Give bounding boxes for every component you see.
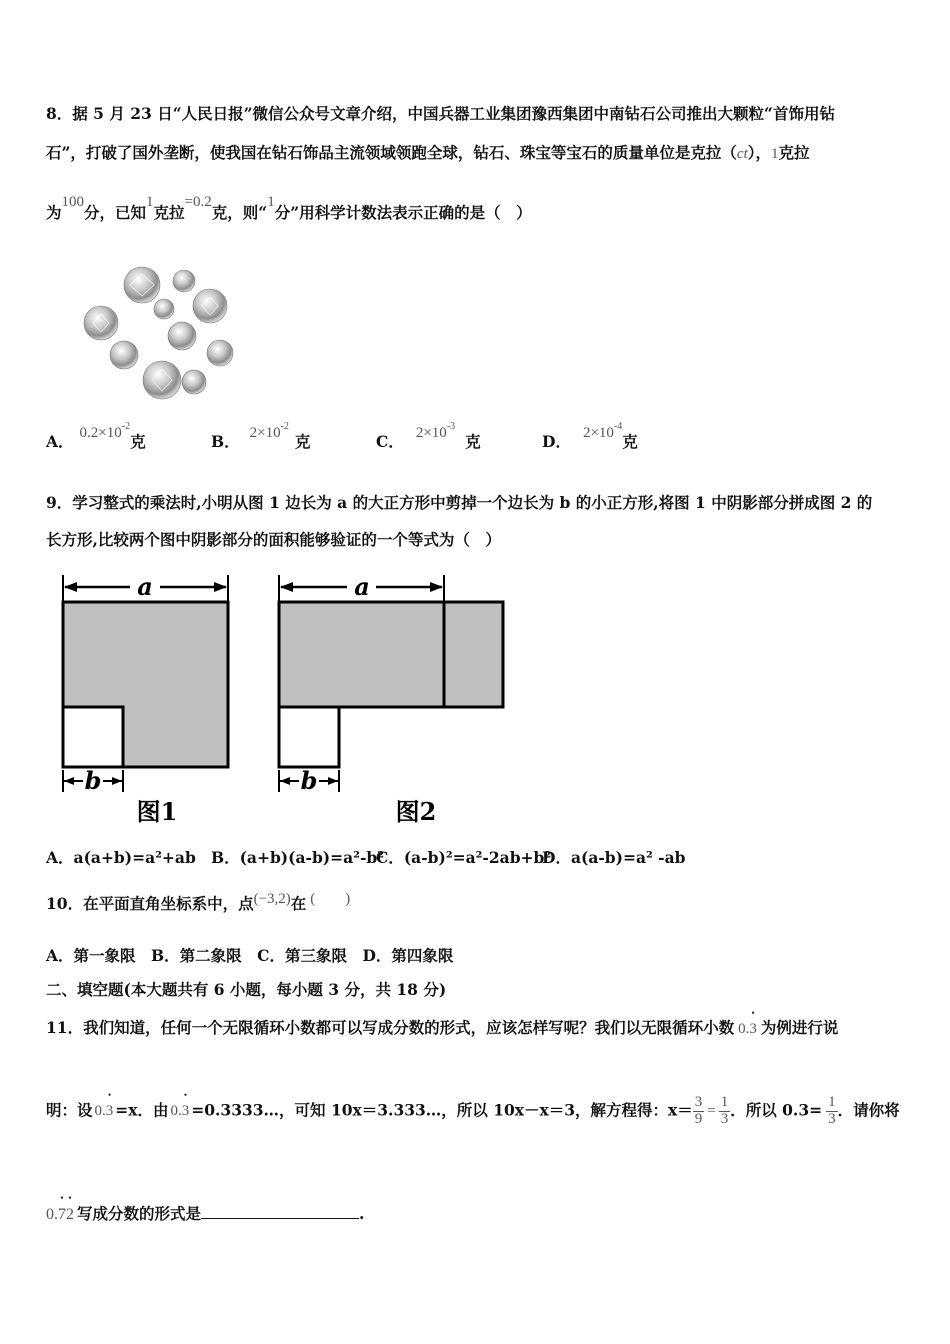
q11-line2 [46, 1095, 900, 1128]
q9-option-a[interactable]: A．a(a+b)=a²+ab [46, 848, 196, 867]
one-a: 1 [771, 146, 779, 162]
q8-option-b-exp: -2 [280, 421, 289, 432]
section-title: 二、填空题(本大题共有 6 小题，每小题 3 分，共 18 分) [46, 980, 447, 999]
q8-option-a-coef: 0.2×10 [79, 425, 122, 441]
fig2-arrowhead-right [430, 582, 443, 592]
q8-option-b-label: B． [211, 432, 240, 451]
q10-stem-zai: 在 [290, 894, 307, 913]
q8-line1: 8．据 5 月 23 日“人民日报”微信公众号文章介绍，中国兵器工业集团豫西集团中南钻石公司推出大颗粒“首饰用钻 [46, 104, 835, 123]
q10-stem-text: 10．在平面直角坐标系中，点 [46, 894, 254, 913]
rep1-digit: • 3 [749, 1021, 757, 1037]
hundred: 100 [61, 194, 85, 210]
rep4-digit2: • 2 [66, 1206, 74, 1223]
q9-option-d[interactable]: D．a(a-b)=a² -ab [542, 848, 686, 867]
fig1-caption: 图1 [136, 797, 178, 826]
frac1-den: 9 [694, 1110, 703, 1127]
q8-option-b-unit: 克 [294, 432, 311, 451]
fig1-b-head-left [64, 777, 74, 785]
frac2-num: 1 [720, 1094, 729, 1110]
fraction-1-3-b [826, 1095, 838, 1128]
repeating-decimal-4 [46, 1206, 74, 1223]
one-c: 1 [267, 194, 275, 210]
q9-option-c[interactable]: C．(a-b)²=a²-2ab+b² [376, 848, 552, 867]
q8-option-d-exp: -4 [613, 421, 623, 432]
q8-option-c[interactable] [376, 421, 481, 452]
q11-line3 [46, 1202, 364, 1224]
q11-line3-period: . [359, 1204, 365, 1223]
q8-option-b[interactable] [211, 421, 311, 452]
equals-sign: = [707, 1103, 716, 1120]
figure-1 [55, 570, 240, 830]
fraction-1-3-a [719, 1095, 731, 1128]
frac3-den: 3 [828, 1110, 836, 1127]
rep4-int: 0. [46, 1206, 58, 1223]
q11-line2-start: 明：设 [46, 1100, 93, 1120]
fig2-label-a: a [354, 572, 370, 601]
q11-line2-x: =x．由 [115, 1100, 169, 1120]
q9-line1: 9．学习整式的乘法时,小明从图 1 边长为 a 的大正方形中剪掉一个边长为 b 的小正方形,将图 1 中阴影部分拼成图 2 的 [46, 493, 873, 512]
q11-line2-middle: =0.3333…，可知 10x＝3.333…，所以 10x－x＝3，解方程得：x＝ [191, 1100, 693, 1120]
repeating-decimal-1 [738, 1021, 757, 1037]
rep2-int: 0. [94, 1103, 106, 1120]
q8-option-a-unit: 克 [130, 432, 146, 451]
fig2-b-head-left [280, 777, 290, 785]
q8-line3-fen: 分，已知 [84, 203, 147, 222]
rep4-digit1: • 7 [58, 1206, 66, 1223]
q8-line3-ke: 克，则“ [211, 203, 268, 222]
q8-option-c-label: C． [376, 432, 404, 451]
repeating-decimal-2 [95, 1103, 114, 1119]
fig1-arrowhead-right [214, 582, 227, 592]
q8-option-c-unit: 克 [465, 432, 481, 451]
rep3-int: 0. [170, 1103, 182, 1120]
rep1-int: 0. [738, 1021, 750, 1037]
q10-stem [46, 892, 350, 914]
q8-option-d-label: D． [542, 432, 571, 451]
q10-point: (−3,2) [253, 891, 291, 907]
fraction-3-9 [693, 1095, 705, 1128]
q11-line2-so: ．所以 0.3= [730, 1100, 823, 1120]
q8-line2-carat: 克拉 [778, 143, 810, 162]
unit-ct: ct [736, 146, 748, 162]
q11-line1-text: 11．我们知道，任何一个无限循环小数都可以写成分数的形式，应该怎样写呢？我们以无限循环小数 [46, 1018, 735, 1037]
q8-option-c-exp: -3 [446, 421, 456, 432]
fig1-small-square [63, 707, 123, 767]
q8-option-d-coef: 2×10 [582, 425, 614, 441]
q8-line2-paren: ）， [747, 143, 772, 162]
q8-option-a-exp: -2 [121, 421, 131, 432]
q11-line3-text: 写成分数的形式是 [77, 1204, 202, 1223]
q10-options[interactable]: A．第一象限 B．第二象限 C．第三象限 D．第四象限 [46, 946, 454, 965]
q8-option-a[interactable] [46, 421, 146, 452]
q8-line2-text: 石”，打破了国外垄断，使我国在钻石饰品主流领域领跑全球，钻石、珠宝等宝石的质量单位是克拉（ [46, 143, 737, 162]
fig2-caption: 图2 [395, 797, 437, 826]
q8-line3-wei: 为 [46, 203, 62, 222]
q8-line3 [46, 194, 532, 223]
q8-option-d-unit: 克 [622, 432, 638, 451]
q11-line1-end: 为例进行说 [760, 1018, 839, 1037]
q9-option-b[interactable]: B．(a+b)(a-b)=a²-b² [211, 848, 384, 867]
fig2-side-rect [444, 602, 503, 707]
frac3-num: 1 [828, 1094, 836, 1110]
q8-option-b-coef: 2×10 [249, 425, 281, 441]
q10-paren: ( ) [310, 891, 351, 907]
frac2-den: 3 [720, 1110, 729, 1127]
q8-option-c-coef: 2×10 [415, 425, 447, 441]
fig2-label-b: b [300, 766, 318, 795]
fig2-small-square [279, 707, 339, 767]
fig2-main-rect [279, 602, 444, 707]
q8-option-a-label: A． [46, 432, 74, 451]
figure-2 [270, 570, 510, 830]
q11-line1 [46, 1016, 838, 1038]
q11-line2-end: ．请你将 [837, 1100, 900, 1120]
one-b: 1 [146, 194, 154, 210]
q9-line2: 长方形,比较两个图中阴影部分的面积能够验证的一个等式为（ ） [46, 530, 501, 549]
rep3-digit: • 3 [182, 1103, 190, 1119]
fig2-arrowhead-left [280, 582, 293, 592]
answer-blank[interactable] [201, 1204, 359, 1219]
repeating-decimal-3 [171, 1103, 190, 1119]
diamonds-image [80, 262, 242, 402]
diamond-gems [84, 267, 233, 399]
fig1-arrowhead-left [64, 582, 77, 592]
q8-option-d[interactable] [542, 421, 638, 452]
fig1-label-b: b [84, 766, 102, 795]
eq-value: =0.2 [184, 194, 212, 210]
fig1-b-head-right [112, 777, 122, 785]
q8-line2 [46, 141, 810, 163]
frac1-num: 3 [694, 1094, 703, 1110]
q8-line3-carat: 克拉 [153, 203, 185, 222]
fig1-label-a: a [137, 572, 153, 601]
q8-line3-end: 分”用科学计数法表示正确的是（ ） [274, 203, 532, 222]
fig2-b-head-right [328, 777, 338, 785]
rep2-digit: • 3 [106, 1103, 114, 1119]
